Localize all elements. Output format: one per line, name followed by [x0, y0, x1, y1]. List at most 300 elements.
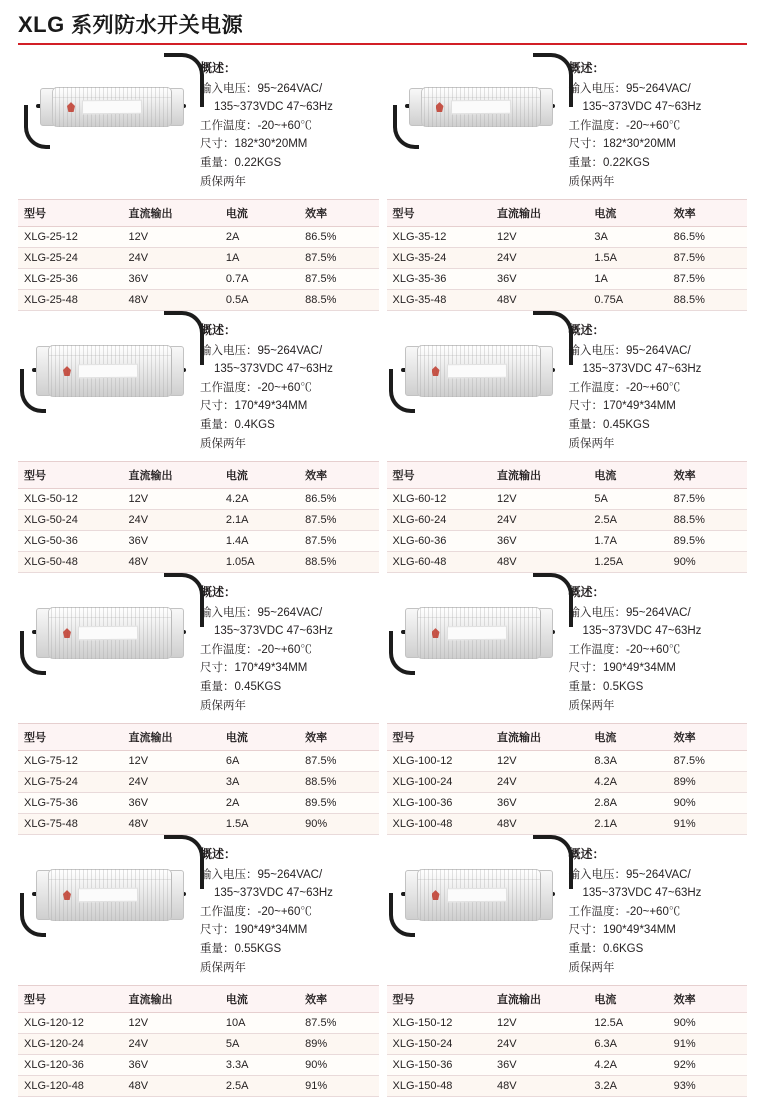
- table-cell: XLG-100-36: [387, 793, 492, 814]
- input-voltage-line-2: 135~373VDC 47~63Hz: [582, 363, 702, 376]
- table-cell: 87.5%: [299, 248, 378, 269]
- product-block-grid: [0, 49, 765, 1097]
- table-row: [387, 793, 748, 814]
- table-row: [18, 1013, 379, 1034]
- product-label: [446, 364, 506, 379]
- table-cell: 91%: [668, 1034, 747, 1055]
- overview-label: 概述：: [200, 847, 237, 862]
- table-cell: 89.5%: [668, 531, 747, 552]
- table-row: [18, 793, 379, 814]
- table-cell: 36V: [123, 1055, 220, 1076]
- table-cell: 2.5A: [220, 1076, 299, 1097]
- table-cell: 12V: [491, 1013, 588, 1034]
- column-header: 型号: [18, 462, 123, 489]
- xlg-25-power-supply-photo: [18, 57, 196, 195]
- column-header: 型号: [387, 724, 492, 751]
- table-cell: 24V: [491, 510, 588, 531]
- xlg-35-power-supply-photo: [387, 57, 565, 195]
- table-cell: 12V: [123, 489, 220, 510]
- input-voltage-line-1: 输入电压：95~264VAC/: [568, 606, 691, 619]
- table-cell: XLG-75-48: [18, 814, 123, 835]
- weight: 重量：0.22KGS: [200, 157, 282, 170]
- table-cell: 90%: [668, 1013, 747, 1034]
- table-row: [387, 227, 748, 248]
- table-cell: XLG-50-24: [18, 510, 123, 531]
- table-row: [18, 248, 379, 269]
- table-cell: 90%: [668, 552, 747, 573]
- overview-label: 概述：: [200, 61, 237, 76]
- power-supply-illustration: [401, 869, 551, 923]
- table-cell: XLG-25-36: [18, 269, 123, 290]
- table-cell: 12V: [123, 1013, 220, 1034]
- table-cell: 3.2A: [588, 1076, 667, 1097]
- table-cell: XLG-150-12: [387, 1013, 492, 1034]
- table-cell: XLG-35-36: [387, 269, 492, 290]
- table-cell: 90%: [299, 814, 378, 835]
- column-header: 电流: [588, 462, 667, 489]
- table-cell: 87.5%: [299, 510, 378, 531]
- table-cell: 2.1A: [588, 814, 667, 835]
- table-cell: 36V: [491, 793, 588, 814]
- table-cell: 36V: [491, 531, 588, 552]
- model-spec-table: [387, 199, 748, 311]
- model-spec-table: [18, 199, 379, 311]
- page-title: [18, 12, 747, 38]
- input-voltage-line-2: 135~373VDC 47~63Hz: [214, 363, 333, 376]
- table-cell: XLG-60-24: [387, 510, 492, 531]
- input-voltage-line-2: 135~373VDC 47~63Hz: [582, 101, 702, 114]
- table-cell: XLG-75-24: [18, 772, 123, 793]
- table-cell: 24V: [491, 1034, 588, 1055]
- column-header: 效率: [299, 200, 378, 227]
- input-voltage-line-2: 135~373VDC 47~63Hz: [214, 625, 333, 638]
- overview-label: 概述：: [200, 323, 237, 338]
- table-cell: 36V: [123, 531, 220, 552]
- column-header: 电流: [220, 724, 299, 751]
- weight: 重量：0.5KGS: [568, 681, 644, 694]
- xlg-100-power-supply-photo: [387, 581, 565, 719]
- table-cell: 4.2A: [220, 489, 299, 510]
- model-spec-table: [18, 985, 379, 1097]
- model-spec-table: [18, 461, 379, 573]
- column-header: 效率: [299, 724, 378, 751]
- warranty: 质保两年: [568, 961, 615, 974]
- product-summary: [387, 319, 748, 461]
- table-cell: 87.5%: [668, 751, 747, 772]
- page-header: [0, 0, 765, 49]
- power-supply-illustration: [401, 345, 551, 399]
- product-block: [14, 57, 383, 311]
- product-block: [383, 581, 752, 835]
- product-label: [78, 626, 138, 641]
- table-cell: 86.5%: [299, 489, 378, 510]
- table-cell: 4.2A: [588, 1055, 667, 1076]
- table-cell: 48V: [123, 290, 220, 311]
- operating-temperature: 工作温度：-20~+60℃: [568, 381, 681, 394]
- xlg-60-power-supply-photo: [387, 319, 565, 457]
- input-voltage-line-1: 输入电压：95~264VAC/: [568, 82, 691, 95]
- column-header: 电流: [588, 200, 667, 227]
- table-cell: XLG-35-24: [387, 248, 492, 269]
- input-voltage-line-2: 135~373VDC 47~63Hz: [214, 887, 333, 900]
- xlg-120-power-supply-photo: [18, 843, 196, 981]
- table-cell: 87.5%: [668, 489, 747, 510]
- specification-text: [565, 57, 748, 191]
- warranty: 质保两年: [568, 437, 615, 450]
- table-cell: 8.3A: [588, 751, 667, 772]
- product-label: [82, 100, 142, 115]
- xlg-150-power-supply-photo: [387, 843, 565, 981]
- table-row: [18, 510, 379, 531]
- product-block: [14, 843, 383, 1097]
- table-row: [18, 489, 379, 510]
- table-cell: XLG-120-12: [18, 1013, 123, 1034]
- warranty: 质保两年: [568, 699, 615, 712]
- power-supply-illustration: [405, 87, 547, 129]
- input-voltage-line-1: 输入电压：95~264VAC/: [568, 344, 691, 357]
- input-voltage-line-1: 输入电压：95~264VAC/: [568, 868, 691, 881]
- table-cell: 2.8A: [588, 793, 667, 814]
- table-cell: 89.5%: [299, 793, 378, 814]
- table-cell: XLG-25-12: [18, 227, 123, 248]
- specification-text: [565, 581, 748, 715]
- power-supply-illustration: [32, 869, 182, 923]
- dimensions: 尺寸：190*49*34MM: [200, 924, 308, 937]
- specification-text: [565, 319, 748, 453]
- table-row: [18, 772, 379, 793]
- table-header-row: [18, 986, 379, 1013]
- model-spec-table: [387, 723, 748, 835]
- table-row: [18, 814, 379, 835]
- product-summary: [18, 319, 379, 461]
- table-cell: 0.5A: [220, 290, 299, 311]
- product-summary: [18, 843, 379, 985]
- overview-label: 概述：: [568, 61, 605, 76]
- table-cell: 10A: [220, 1013, 299, 1034]
- specification-text: [565, 843, 748, 977]
- overview-label: 概述：: [568, 323, 605, 338]
- table-cell: 48V: [491, 814, 588, 835]
- table-cell: XLG-120-48: [18, 1076, 123, 1097]
- table-cell: XLG-50-12: [18, 489, 123, 510]
- table-cell: 0.75A: [588, 290, 667, 311]
- table-header-row: [387, 200, 748, 227]
- table-cell: 91%: [299, 1076, 378, 1097]
- page-title-latin: XLG: [18, 12, 65, 37]
- column-header: 直流输出: [491, 462, 588, 489]
- table-row: [18, 1076, 379, 1097]
- column-header: 直流输出: [123, 724, 220, 751]
- model-spec-table: [387, 461, 748, 573]
- table-cell: XLG-25-48: [18, 290, 123, 311]
- product-summary: [18, 581, 379, 723]
- table-header-row: [18, 462, 379, 489]
- weight: 重量：0.4KGS: [200, 419, 275, 432]
- product-block: [14, 581, 383, 835]
- table-row: [18, 269, 379, 290]
- table-cell: 1.05A: [220, 552, 299, 573]
- weight: 重量：0.45KGS: [568, 419, 650, 432]
- table-cell: 12V: [123, 227, 220, 248]
- table-cell: 1A: [588, 269, 667, 290]
- table-row: [387, 269, 748, 290]
- table-row: [18, 1055, 379, 1076]
- table-cell: 90%: [299, 1055, 378, 1076]
- dimensions: 尺寸：190*49*34MM: [568, 924, 676, 937]
- table-cell: 24V: [491, 772, 588, 793]
- table-cell: XLG-35-12: [387, 227, 492, 248]
- table-row: [387, 1055, 748, 1076]
- column-header: 型号: [18, 200, 123, 227]
- table-cell: 24V: [123, 510, 220, 531]
- table-cell: 2.1A: [220, 510, 299, 531]
- table-cell: 88.5%: [668, 290, 747, 311]
- table-cell: 87.5%: [299, 751, 378, 772]
- table-cell: 86.5%: [299, 227, 378, 248]
- warranty: 质保两年: [200, 175, 246, 188]
- table-cell: 12V: [491, 227, 588, 248]
- table-row: [18, 290, 379, 311]
- table-header-row: [387, 462, 748, 489]
- table-header-row: [387, 724, 748, 751]
- table-cell: XLG-150-24: [387, 1034, 492, 1055]
- table-cell: XLG-150-48: [387, 1076, 492, 1097]
- product-block: [383, 843, 752, 1097]
- table-row: [18, 531, 379, 552]
- column-header: 直流输出: [123, 462, 220, 489]
- table-cell: 88.5%: [668, 510, 747, 531]
- table-cell: 48V: [123, 552, 220, 573]
- table-row: [387, 814, 748, 835]
- table-cell: XLG-25-24: [18, 248, 123, 269]
- power-supply-illustration: [32, 607, 182, 661]
- column-header: 型号: [387, 200, 492, 227]
- table-row: [18, 552, 379, 573]
- table-cell: 2.5A: [588, 510, 667, 531]
- specification-text: [196, 581, 379, 715]
- table-cell: 88.5%: [299, 552, 378, 573]
- column-header: 效率: [668, 724, 747, 751]
- table-cell: 87.5%: [668, 269, 747, 290]
- table-header-row: [18, 200, 379, 227]
- table-cell: XLG-120-36: [18, 1055, 123, 1076]
- table-cell: 87.5%: [668, 248, 747, 269]
- table-cell: XLG-60-12: [387, 489, 492, 510]
- table-cell: 3.3A: [220, 1055, 299, 1076]
- table-cell: 2A: [220, 793, 299, 814]
- column-header: 直流输出: [491, 724, 588, 751]
- column-header: 型号: [387, 462, 492, 489]
- warranty: 质保两年: [200, 699, 246, 712]
- input-voltage-line-1: 输入电压：95~264VAC/: [200, 868, 323, 881]
- table-row: [18, 1034, 379, 1055]
- table-cell: XLG-50-36: [18, 531, 123, 552]
- product-label: [78, 364, 138, 379]
- weight: 重量：0.55KGS: [200, 943, 282, 956]
- table-row: [387, 552, 748, 573]
- table-row: [387, 772, 748, 793]
- table-cell: 88.5%: [299, 290, 378, 311]
- table-cell: 36V: [491, 269, 588, 290]
- table-cell: 6.3A: [588, 1034, 667, 1055]
- table-cell: XLG-75-36: [18, 793, 123, 814]
- input-voltage-line-1: 输入电压：95~264VAC/: [200, 82, 323, 95]
- warranty: 质保两年: [200, 437, 246, 450]
- column-header: 型号: [387, 986, 492, 1013]
- input-voltage-line-2: 135~373VDC 47~63Hz: [582, 625, 702, 638]
- table-cell: 87.5%: [299, 269, 378, 290]
- table-cell: 12V: [491, 489, 588, 510]
- dimensions: 尺寸：170*49*34MM: [200, 662, 308, 675]
- table-cell: 89%: [668, 772, 747, 793]
- table-cell: XLG-75-12: [18, 751, 123, 772]
- table-cell: 12V: [123, 751, 220, 772]
- table-cell: 1.25A: [588, 552, 667, 573]
- product-summary: [387, 843, 748, 985]
- table-cell: 1A: [220, 248, 299, 269]
- table-cell: 24V: [491, 248, 588, 269]
- table-cell: 4.2A: [588, 772, 667, 793]
- model-spec-table: [18, 723, 379, 835]
- table-cell: 48V: [123, 814, 220, 835]
- column-header: 型号: [18, 986, 123, 1013]
- table-cell: 1.7A: [588, 531, 667, 552]
- weight: 重量：0.22KGS: [568, 157, 650, 170]
- column-header: 电流: [588, 724, 667, 751]
- product-block: [14, 319, 383, 573]
- product-label: [446, 888, 506, 903]
- operating-temperature: 工作温度：-20~+60℃: [200, 905, 312, 918]
- table-cell: 90%: [668, 793, 747, 814]
- table-row: [387, 510, 748, 531]
- operating-temperature: 工作温度：-20~+60℃: [200, 119, 312, 132]
- table-row: [387, 1034, 748, 1055]
- warranty: 质保两年: [200, 961, 246, 974]
- table-cell: 2A: [220, 227, 299, 248]
- specification-text: [196, 319, 379, 453]
- column-header: 效率: [299, 462, 378, 489]
- column-header: 电流: [220, 200, 299, 227]
- table-cell: 48V: [123, 1076, 220, 1097]
- table-header-row: [18, 724, 379, 751]
- page-title-chinese: 系列防水开关电源: [71, 14, 244, 37]
- table-cell: 36V: [491, 1055, 588, 1076]
- table-row: [387, 1076, 748, 1097]
- specification-text: [196, 843, 379, 977]
- table-cell: 88.5%: [299, 772, 378, 793]
- overview-label: 概述：: [568, 847, 605, 862]
- table-cell: 48V: [491, 290, 588, 311]
- table-cell: 3A: [588, 227, 667, 248]
- dimensions: 尺寸：190*49*34MM: [568, 662, 676, 675]
- input-voltage-line-1: 输入电压：95~264VAC/: [200, 344, 323, 357]
- table-row: [387, 290, 748, 311]
- column-header: 直流输出: [123, 986, 220, 1013]
- table-row: [387, 489, 748, 510]
- table-cell: XLG-60-36: [387, 531, 492, 552]
- operating-temperature: 工作温度：-20~+60℃: [568, 905, 681, 918]
- table-cell: 3A: [220, 772, 299, 793]
- table-cell: 93%: [668, 1076, 747, 1097]
- table-row: [387, 1013, 748, 1034]
- column-header: 直流输出: [123, 200, 220, 227]
- product-summary: [387, 57, 748, 199]
- table-cell: 1.5A: [220, 814, 299, 835]
- power-supply-illustration: [36, 87, 178, 129]
- product-summary: [18, 57, 379, 199]
- table-cell: 48V: [491, 1076, 588, 1097]
- power-supply-illustration: [32, 345, 182, 399]
- operating-temperature: 工作温度：-20~+60℃: [200, 381, 312, 394]
- operating-temperature: 工作温度：-20~+60℃: [568, 643, 681, 656]
- weight: 重量：0.45KGS: [200, 681, 282, 694]
- column-header: 效率: [668, 200, 747, 227]
- product-label: [446, 626, 506, 641]
- table-cell: XLG-50-48: [18, 552, 123, 573]
- dimensions: 尺寸：182*30*20MM: [568, 138, 676, 151]
- column-header: 效率: [668, 462, 747, 489]
- product-summary: [387, 581, 748, 723]
- table-cell: XLG-100-12: [387, 751, 492, 772]
- input-voltage-line-2: 135~373VDC 47~63Hz: [582, 887, 702, 900]
- weight: 重量：0.6KGS: [568, 943, 644, 956]
- column-header: 直流输出: [491, 200, 588, 227]
- table-cell: XLG-60-48: [387, 552, 492, 573]
- xlg-75-power-supply-photo: [18, 581, 196, 719]
- table-cell: 12.5A: [588, 1013, 667, 1034]
- table-cell: XLG-100-48: [387, 814, 492, 835]
- table-row: [387, 751, 748, 772]
- dimensions: 尺寸：170*49*34MM: [568, 400, 676, 413]
- table-cell: 1.4A: [220, 531, 299, 552]
- table-cell: XLG-150-36: [387, 1055, 492, 1076]
- column-header: 电流: [588, 986, 667, 1013]
- table-row: [387, 248, 748, 269]
- table-row: [387, 531, 748, 552]
- dimensions: 尺寸：182*30*20MM: [200, 138, 308, 151]
- table-cell: 92%: [668, 1055, 747, 1076]
- table-row: [18, 751, 379, 772]
- table-cell: 86.5%: [668, 227, 747, 248]
- table-cell: 48V: [491, 552, 588, 573]
- column-header: 电流: [220, 986, 299, 1013]
- column-header: 效率: [299, 986, 378, 1013]
- header-divider: [18, 43, 747, 45]
- table-cell: 36V: [123, 793, 220, 814]
- table-cell: XLG-120-24: [18, 1034, 123, 1055]
- specification-text: [196, 57, 379, 191]
- input-voltage-line-1: 输入电压：95~264VAC/: [200, 606, 323, 619]
- column-header: 效率: [668, 986, 747, 1013]
- overview-label: 概述：: [568, 585, 605, 600]
- operating-temperature: 工作温度：-20~+60℃: [568, 119, 681, 132]
- product-block: [383, 319, 752, 573]
- table-cell: 1.5A: [588, 248, 667, 269]
- column-header: 型号: [18, 724, 123, 751]
- column-header: 电流: [220, 462, 299, 489]
- xlg-50-power-supply-photo: [18, 319, 196, 457]
- table-cell: 6A: [220, 751, 299, 772]
- product-label: [78, 888, 138, 903]
- table-cell: 0.7A: [220, 269, 299, 290]
- dimensions: 尺寸：170*49*34MM: [200, 400, 308, 413]
- input-voltage-line-2: 135~373VDC 47~63Hz: [214, 101, 333, 114]
- column-header: 直流输出: [491, 986, 588, 1013]
- operating-temperature: 工作温度：-20~+60℃: [200, 643, 312, 656]
- table-header-row: [387, 986, 748, 1013]
- table-cell: 87.5%: [299, 531, 378, 552]
- table-cell: 5A: [220, 1034, 299, 1055]
